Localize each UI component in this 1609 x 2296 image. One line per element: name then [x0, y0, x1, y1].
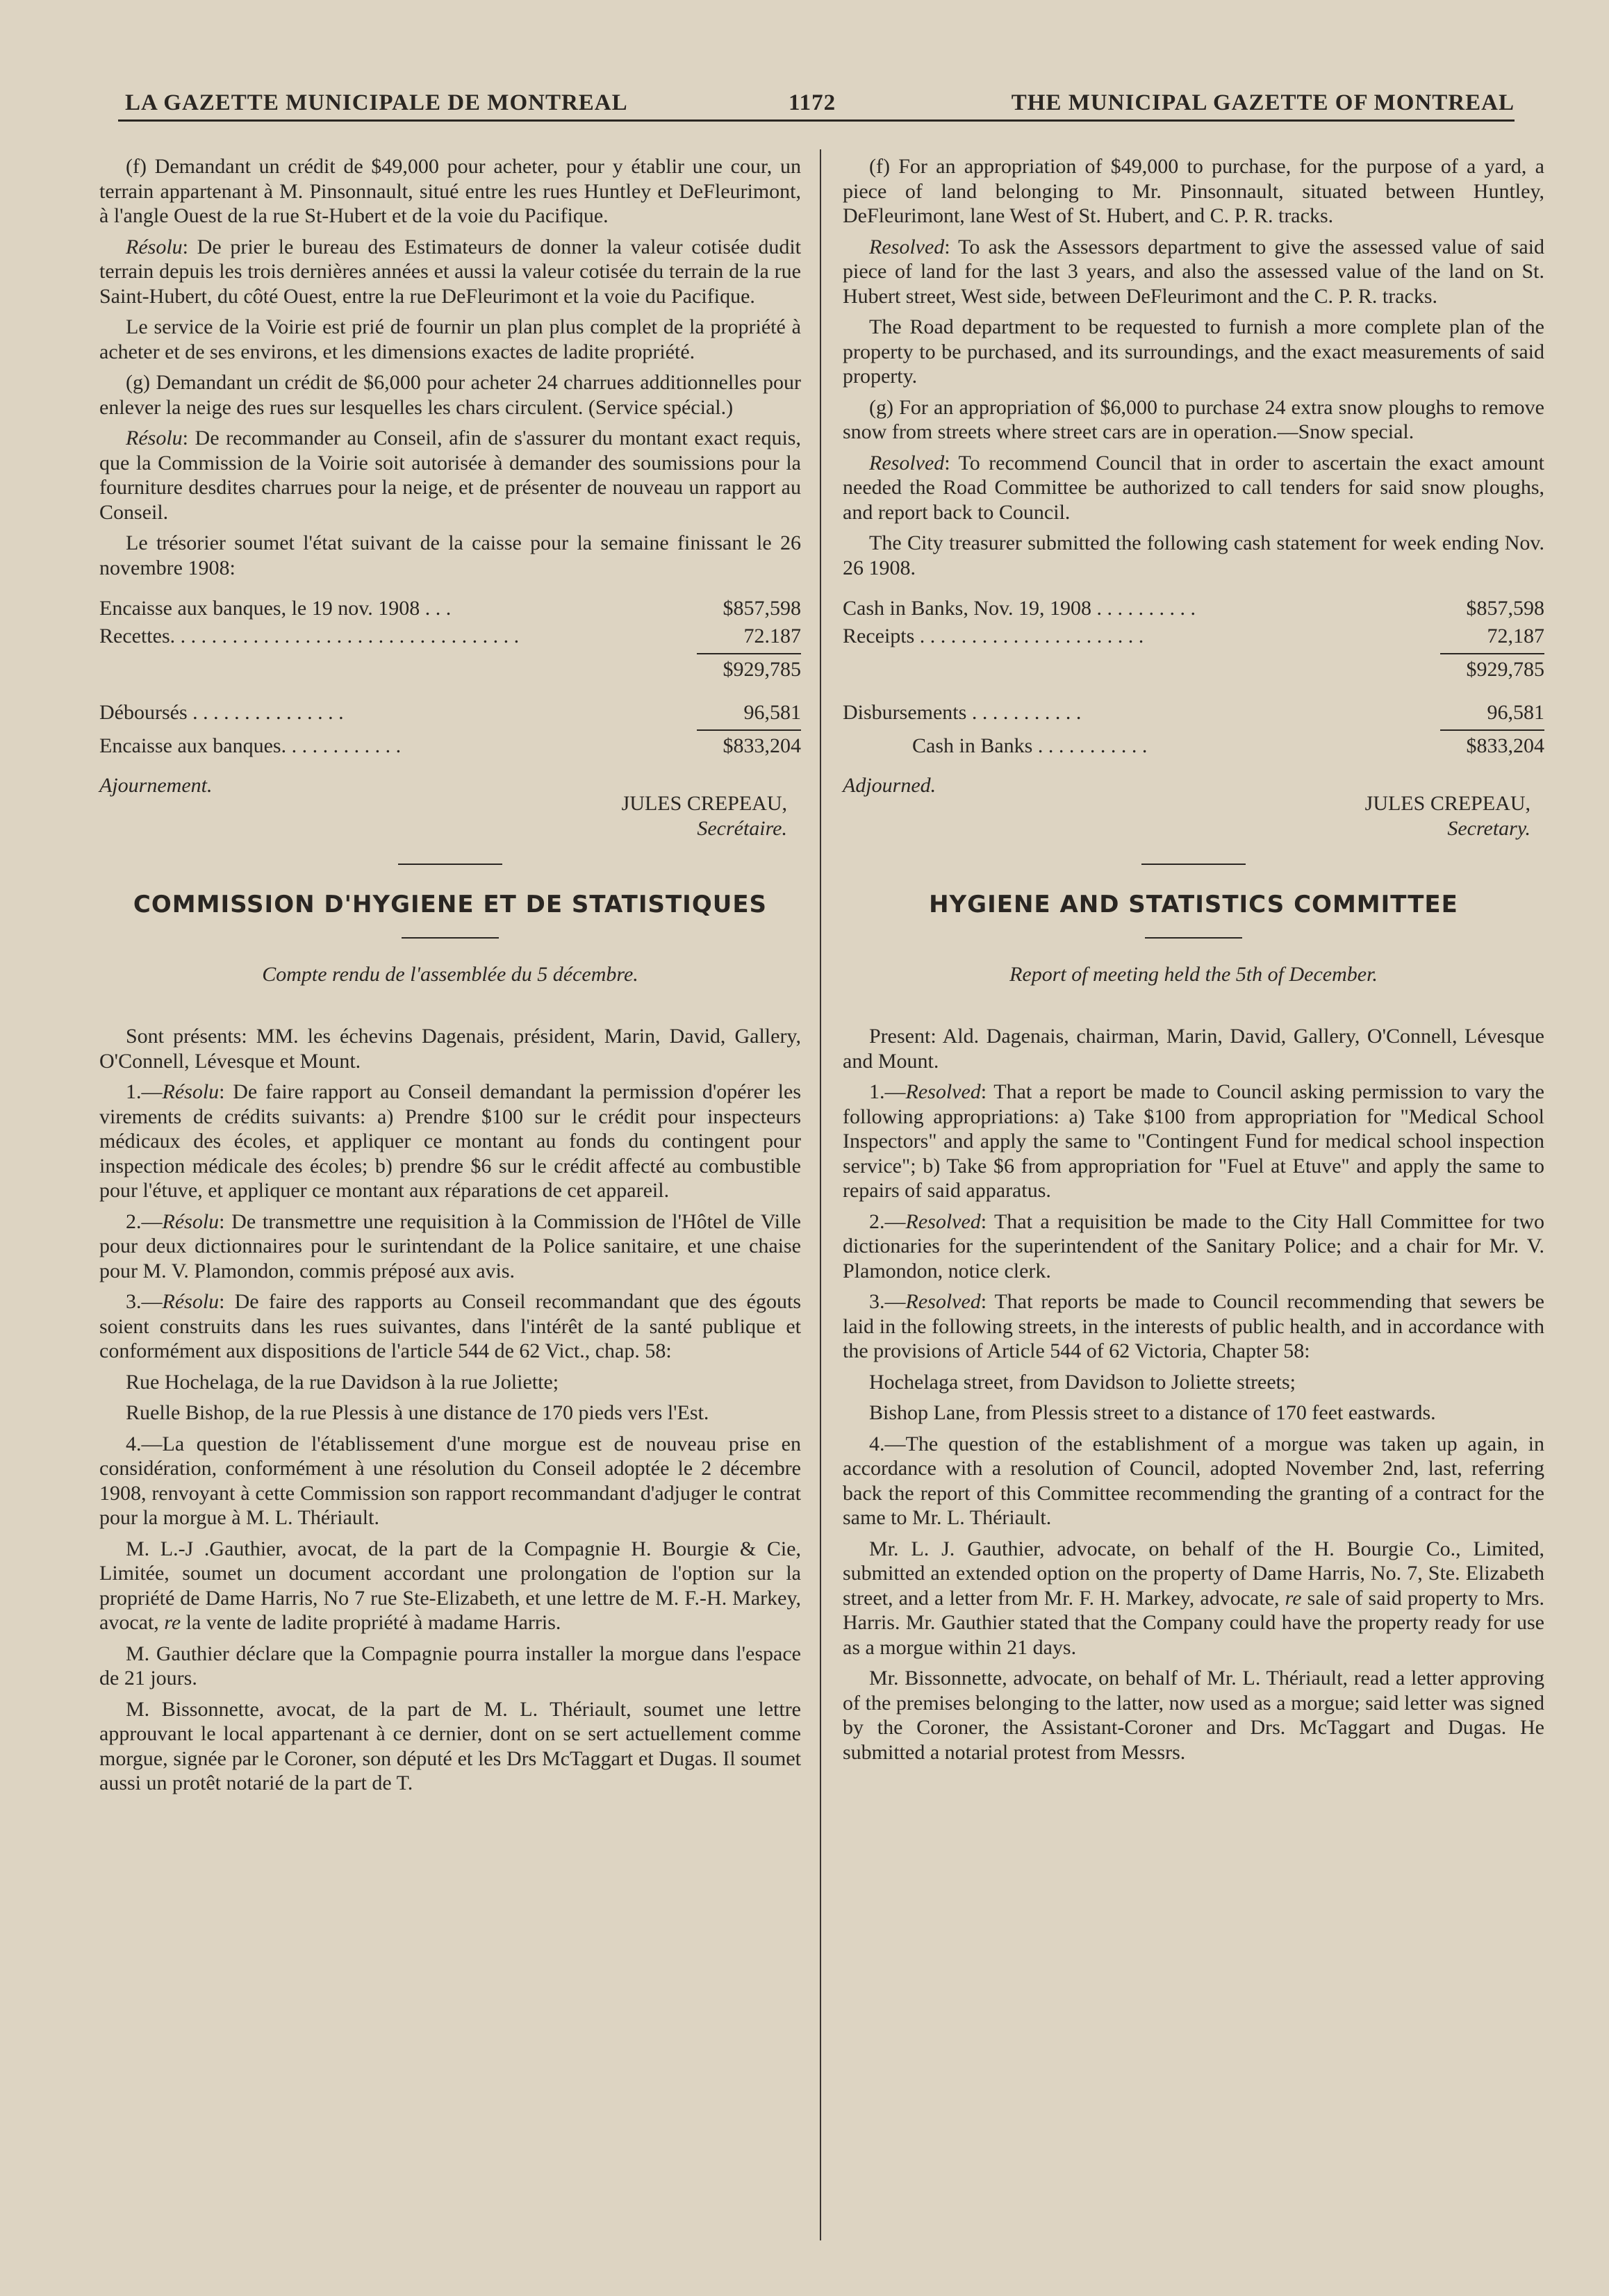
- signature-name: JULES CREPEAU,: [1364, 792, 1530, 815]
- resolution-text: : De faire rapport au Conseil demandant la permission d'opérer les virements de crédits suivants: a) Prendre $100 sur le crédit pour inspecteurs médicaux des écoles, et appliquer ce montant au fonds du contingent pour inspection médicale des écoles; b) prendre $6 sur le crédit affecté au combustible pour l'étuve, et appliquer ce montant aux réparations de cet appareil.: [99, 1080, 801, 1202]
- paragraph-1: [99, 1080, 801, 1203]
- cash-row: [99, 620, 801, 648]
- paragraph-bissonnette: M. Bissonnette, avocat, de la part de M. L. Thériault, soumet une lettre approuvant le local appartenant à ce dernier, dont on se sert actuellement comme morgue, signée par le Coroner, son député et les Drs McTaggart et Dugas. Il soumet aussi un protêt notarié de la part de T.: [99, 1697, 801, 1794]
- cash-amount: 96,581: [743, 700, 801, 724]
- resolved-label: Resolved: [905, 1290, 981, 1313]
- paragraph-bissonnette: Mr. Bissonnette, advocate, on behalf of Mr. L. Thériault, read a letter approving of the premises belonging to the latter, now used as a morgue; said letter was signed by the Coroner, the Assistant-Coroner and Drs. McTaggart and Dugas. He submitted a notarial protest from Messrs.: [843, 1667, 1544, 1764]
- street-item: Bishop Lane, from Plessis street to a distance of 170 feet eastwards.: [869, 1401, 1436, 1424]
- cash-row: [843, 697, 1544, 725]
- paragraph-f: (f) Demandant un crédit de $49,000 pour acheter, pour y établir une cour, un terrain appartenant à M. Pinsonnault, situé entre les rues Huntley et DeFleurimont, à l'angle Ouest de la rue St-Hubert et de la voie du Pacifique.: [99, 155, 801, 227]
- cash-label: Déboursés . . . . . . . . . . . . . . .: [99, 700, 344, 724]
- adjournment-block: [99, 773, 801, 850]
- header-english-title: THE MUNICIPAL GAZETTE OF MONTREAL: [1011, 90, 1515, 115]
- paragraph-4: 4.—La question de l'établissement d'une morgue est de nouveau prise en considération, conformément à une résolution du Conseil adoptée le 2 décembre 1908, renvoyant à cette Commission son rapport recommandant d'adjuger le contrat pour la morgue à M. L. Thériault.: [99, 1432, 801, 1529]
- resolution-text: : To ask the Assessors department to give the assessed value of said piece of land for the last 3 years, and also the assessed value of the land on St. Hubert street, West side, between DeFleurimont and the C. P. R. tracks.: [843, 235, 1544, 308]
- street-item: Rue Hochelaga, de la rue Davidson à la rue Joliette;: [126, 1370, 559, 1394]
- resolution-text: : That reports be made to Council recommending that sewers be laid in the following streets, in the interests of public health, and in accordance with the provisions of Article 544 of 62 Victoria, Chapter 58:: [843, 1290, 1544, 1362]
- paragraph-g-resolution: [99, 426, 801, 525]
- cash-row: [99, 697, 801, 725]
- adjournment: Ajournement.: [99, 774, 213, 797]
- cash-subtotal-row: [843, 648, 1544, 682]
- column-divider: [820, 149, 821, 2240]
- resolution-text: : De prier le bureau des Estimateurs de donner la valeur cotisée dudit terrain depuis les trois dernières années et aussi la valeur cotisée du terrain de la rue Saint-Hubert, du côté Ouest, entre la rue DeFleurimont et la voie du Pacifique.: [99, 235, 801, 308]
- paragraph-f: (f) For an appropriation of $49,000 to purchase, for the purpose of a yard, a piece of land belonging to Mr. Pinsonnault, situated between Huntley, DeFleurimont, lane West of St. Hubert, and C. P. R. tracks.: [843, 155, 1544, 227]
- french-column: [99, 154, 801, 1802]
- signature-name: JULES CREPEAU,: [621, 792, 787, 815]
- resolution-text: : That a requisition be made to the City Hall Committee for two dictionaries for the superintendent of the Sanitary Police; and a chair for Mr. V. Plamondon, notice clerk.: [843, 1209, 1544, 1282]
- signature-title: Secrétaire.: [697, 816, 787, 840]
- paragraph-g: (g) Demandant un crédit de $6,000 pour acheter 24 charrues additionnelles pour enlever la neige des rues sur lesquelles les chars circulent. (Service spécial.): [99, 371, 801, 419]
- resolved-label: Resolved: [905, 1209, 981, 1233]
- paragraph-treasurer: The City treasurer submitted the following cash statement for week ending Nov. 26 1908.: [843, 531, 1544, 579]
- resolution-text: : That a report be made to Council asking permission to vary the following appropriations: a) Take $100 from appropriation for "Medical School Inspectors" and apply the same to "Contingent Fund for medical school inspection service"; b) Take $6 from appropriation for "Fuel at Etuve" and apply the same to repairs of said apparatus.: [843, 1080, 1544, 1202]
- paragraph-3: [843, 1289, 1544, 1364]
- section-subtitle: Report of meeting held the 5th of December.: [1009, 962, 1378, 986]
- paragraph-f-resolution: [843, 235, 1544, 309]
- paragraph-2: [843, 1209, 1544, 1284]
- street-item: Hochelaga street, from Davidson to Joliette streets;: [869, 1370, 1296, 1394]
- resolution-text: : De transmettre une requisition à la Commission de l'Hôtel de Ville pour deux dictionnaires pour le surintendant de la Police sanitaire, et une chaise pour M. V. Plamondon, commis préposé aux avis.: [99, 1209, 801, 1282]
- signature-title: Secretary.: [1447, 816, 1530, 840]
- cash-label: Encaisse aux banques, le 19 nov. 1908 . . .: [99, 596, 452, 620]
- paragraph-g: (g) For an appropriation of $6,000 to purchase 24 extra snow ploughs to remove snow from streets where street cars are in operation.—Snow special.: [843, 395, 1544, 443]
- resolu-label: Résolu: [126, 235, 183, 258]
- cash-balance-row: [99, 725, 801, 758]
- paragraph-presents: Sont présents: MM. les échevins Dagenais, président, Marin, David, Gallery, O'Connell, Lévesque et Mount.: [99, 1025, 801, 1073]
- cash-subtotal: $929,785: [1440, 653, 1544, 682]
- section-title: HYGIENE AND STATISTICS COMMITTEE: [929, 891, 1458, 918]
- resolu-label: Résolu: [126, 427, 183, 449]
- cash-amount: $857,598: [723, 596, 801, 620]
- section-title-rule: [1145, 937, 1242, 939]
- paragraph-f-resolution: [99, 235, 801, 309]
- paragraph-road: The Road department to be requested to furnish a more complete plan of the property to be purchased, and its surroundings, and the exact measurements of said property.: [843, 315, 1544, 388]
- cash-row: [843, 593, 1544, 620]
- cash-amount: 96,581: [1487, 700, 1544, 724]
- cash-subtotal: $929,785: [697, 653, 801, 682]
- resolved-label: Resolved: [869, 235, 945, 258]
- paragraph-voirie: Le service de la Voirie est prié de fournir un plan plus complet de la propriété à acheter et de ses environs, et les dimensions exactes de ladite propriété.: [99, 315, 801, 363]
- item-number: 2.—: [869, 1209, 906, 1233]
- resolution-text: : De faire des rapports au Conseil recommandant que des égouts soient construits dans les rues suivantes, dans l'intérêt de la santé publique et conformément aux dispositions de l'article 544 de 62 Vict., chap. 58:: [99, 1290, 801, 1362]
- adjournment: Adjourned.: [843, 774, 936, 797]
- cash-label: Recettes. . . . . . . . . . . . . . . . . . . . . . . . . . . . . . . . . .: [99, 624, 520, 647]
- resolu-label: Résolu: [162, 1290, 220, 1313]
- adjournment-block: [843, 773, 1544, 850]
- cash-amount: $833,204: [697, 729, 801, 759]
- item-number: 1.—: [126, 1080, 163, 1103]
- resolu-label: Résolu: [162, 1209, 220, 1233]
- section-divider: [1141, 864, 1246, 865]
- resolution-text: : De recommander au Conseil, afin de s'assurer du montant exact requis, que la Commission de la Voirie soit autorisée à demander des soumissions pour la fourniture desdites charrues pour la neige, et de présenter de nouveau un rapport au Conseil.: [99, 427, 801, 524]
- paragraph-gauthier: M. L.-J .Gauthier, avocat, de la part de la Compagnie H. Bourgie & Cie, Limitée, soumet un document accordant une prolongation de l'option sur la propriété de Dame Harris, No 7 rue Ste-Elizabeth, et une lettre de M. F.-H. Markey, avocat, re la vente de ladite propriété à madame Harris.: [99, 1537, 801, 1634]
- cash-label: Disbursements . . . . . . . . . . .: [843, 700, 1082, 724]
- paragraph-gauthier: Mr. L. J. Gauthier, advocate, on behalf of the H. Bourgie Co., Limited, submitted an extended option on the property of Dame Harris, No. 7, Ste. Elizabeth street, and a letter from Mr. F. H. Markey, advocate, re sale of said property to Mrs. Harris. Mr. Gauthier stated that the Company could have the property ready for use as a morgue within 21 days.: [843, 1537, 1545, 1659]
- paragraph-g-resolution: [843, 451, 1544, 525]
- paragraph-4: 4.—The question of the establishment of a morgue was taken up again, in accordance with a resolution of Council, adopted November 2nd, last, referring back the report of this Committee recommending the granting of a contract for the same to Mr. L. Thériault.: [843, 1432, 1544, 1529]
- cash-amount: $833,204: [1440, 729, 1544, 759]
- item-number: 1.—: [869, 1080, 906, 1103]
- cash-subtotal-row: [99, 648, 801, 682]
- paragraph-present: Present: Ald. Dagenais, chairman, Marin, David, Gallery, O'Connell, Lévesque and Mount.: [843, 1025, 1544, 1073]
- cash-statement: [99, 593, 801, 758]
- signature: [1365, 791, 1530, 841]
- header-french-title: LA GAZETTE MUNICIPALE DE MONTREAL: [125, 90, 628, 115]
- cash-label: Receipts . . . . . . . . . . . . . . . . . . . . . .: [843, 624, 1144, 647]
- item-number: 2.—: [126, 1209, 163, 1233]
- paragraph-gauthier-2: M. Gauthier déclare que la Compagnie pourra installer la morgue dans l'espace de 21 jours.: [99, 1642, 801, 1690]
- english-column: [843, 154, 1544, 1771]
- paragraph-3: [99, 1289, 801, 1364]
- paragraph-1: [843, 1080, 1544, 1203]
- cash-label: Cash in Banks . . . . . . . . . . .: [912, 734, 1148, 757]
- resolution-text: : To recommend Council that in order to ascertain the exact amount needed the Road Committee be authorized to call tenders for said snow ploughs, and report back to Council.: [843, 451, 1544, 524]
- page-number: 1172: [789, 90, 836, 115]
- section-title-rule: [402, 937, 499, 939]
- section-subtitle: Compte rendu de l'assemblée du 5 décembre.: [262, 962, 638, 986]
- cash-row: [843, 620, 1544, 648]
- paragraph-tresorier: Le trésorier soumet l'état suivant de la caisse pour la semaine finissant le 26 novembre 1908:: [99, 531, 801, 579]
- signature: [622, 791, 787, 841]
- cash-label: Encaisse aux banques. . . . . . . . . . . .: [99, 734, 402, 757]
- cash-statement: [843, 593, 1544, 758]
- cash-amount: $857,598: [1466, 596, 1544, 620]
- header-rule: [118, 119, 1515, 122]
- cash-row: [99, 593, 801, 620]
- paragraph-2: [99, 1209, 801, 1284]
- item-number: 3.—: [126, 1290, 163, 1313]
- section-divider: [398, 864, 502, 865]
- cash-balance-row: [843, 725, 1544, 758]
- item-number: 3.—: [869, 1290, 906, 1313]
- cash-amount: 72.187: [743, 624, 801, 647]
- resolved-label: Resolved: [869, 451, 945, 474]
- page-header: [118, 82, 1515, 124]
- resolved-label: Resolved: [905, 1080, 981, 1103]
- cash-label: Cash in Banks, Nov. 19, 1908 . . . . . . . . . .: [843, 596, 1196, 620]
- section-title: COMMISSION D'HYGIENE ET DE STATISTIQUES: [133, 891, 768, 918]
- cash-amount: 72,187: [1487, 624, 1544, 647]
- street-item: Ruelle Bishop, de la rue Plessis à une distance de 170 pieds vers l'Est.: [126, 1401, 709, 1424]
- resolu-label: Résolu: [162, 1080, 220, 1103]
